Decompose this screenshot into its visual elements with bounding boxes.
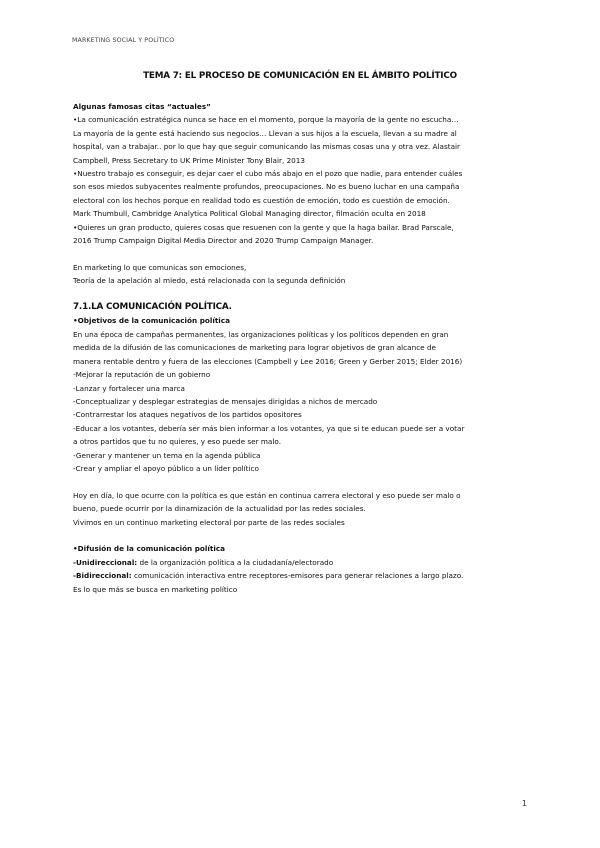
body-line: Es lo que más se busca en marketing político [73, 584, 238, 594]
list-item: -Generar y mantener un tema en la agenda pública [73, 450, 261, 460]
body-line: bueno, puede ocurrir por la dinamización de la actualidad por las redes sociales. [73, 504, 366, 514]
quote-line: La mayoría de la gente está haciendo sus negocios… Llevan a sus hijos a la escuela, llevan a su madre al [73, 128, 457, 138]
list-item [73, 569, 535, 582]
document-body [73, 100, 535, 596]
list-item: -Conceptualizar y desplegar estrategias de mensajes dirigidas a nichos de mercado [73, 396, 378, 406]
quote-line: •Nuestro trabajo es conseguir, es dejar caer el cubo más abajo en el pozo que nadie, para entender cuáles [73, 169, 463, 179]
quote-line: 2016 Trump Campaign Digital Media Director and 2020 Trump Campaign Manager. [73, 236, 374, 246]
body-line: En una época de campañas permanentes, las organizaciones políticas y los políticos dependen en gran [73, 329, 449, 339]
list-item: -Crear y ampliar el apoyo público a un líder político [73, 463, 259, 473]
quote-line: •La comunicación estratégica nunca se hace en el momento, porque la mayoría de la gente no escucha… [73, 115, 459, 125]
unidirectional-text: de la organización política a la ciudadanía/electorado [137, 557, 334, 567]
note-line: En marketing lo que comunicas son emociones, [73, 262, 247, 272]
quote-line: electoral con los hechos porque en realidad todo es cuestión de emoción, todo es cuestión de emoción. [73, 195, 450, 205]
subheading-diffusion: •Difusión de la comunicación política [73, 544, 226, 554]
list-item: -Mejorar la reputación de un gobierno [73, 370, 211, 380]
unidirectional-label: -Unidireccional: [73, 557, 138, 567]
bidirectional-label: -Bidireccional: [73, 571, 132, 581]
quote-line: Mark Thumbull, Cambridge Analytica Political Global Managing director, filmación oculta en 2018 [73, 209, 426, 219]
page-number: 1 [521, 799, 527, 808]
quote-line: son esos miedos subyacentes realmente profundos, preocupaciones. No es bueno luchar en una campaña [73, 182, 460, 192]
bidirectional-text: comunicación interactiva entre receptores-emisores para generar relaciones a largo plazo. [131, 571, 464, 581]
subheading-objectives: •Objetivos de la comunicación política [73, 316, 230, 326]
list-item [73, 556, 535, 569]
quote-line: Campbell, Press Secretary to UK Prime Minister Tony Blair, 2013 [73, 155, 306, 165]
body-line: Vivimos en un continuo marketing electoral por parte de las redes sociales [73, 517, 345, 527]
body-line: manera rentable dentro y fuera de las elecciones (Campbell y Lee 2016; Green y Gerber 2015; Elder 2016) [73, 356, 463, 366]
body-line: Hoy en día, lo que ocurre con la política es que están en continua carrera electoral y eso puede ser malo o [73, 490, 461, 500]
quote-line: hospital, van a trabajar.. por lo que hay que seguir comunicando las mismas cosas una y otra vez. Alastair [73, 142, 461, 152]
section-title: 7.1.LA COMUNICACIÓN POLÍTICA. [73, 302, 232, 313]
quote-line: •Quieres un gran producto, quieres cosas que resuenen con la gente y que la haga bailar. Brad Parscale, [73, 222, 454, 232]
running-header: MARKETING SOCIAL Y POLÍTICO [72, 37, 175, 44]
body-line: medida de la difusión de las comunicaciones de marketing para lograr objetivos de gran alcance de [73, 343, 437, 353]
list-item: -Lanzar y fortalecer una marca [73, 383, 185, 393]
quotes-heading: Algunas famosas citas “actuales” [73, 102, 211, 111]
list-item: a otros partidos que tu no quieres, y eso puede ser malo. [73, 437, 281, 447]
note-line: Teoría de la apelación al miedo, está relacionada con la segunda definición [73, 276, 346, 286]
list-item: -Contrarrestar los ataques negativos de los partidos opositores [73, 410, 302, 420]
list-item: -Educar a los votantes, debería ser más bien informar a los votantes, ya que si te educan puede ser a votar [73, 423, 465, 433]
document-title: TEMA 7: EL PROCESO DE COMUNICACIÓN EN EL ÁMBITO POLÍTICO [143, 71, 457, 81]
